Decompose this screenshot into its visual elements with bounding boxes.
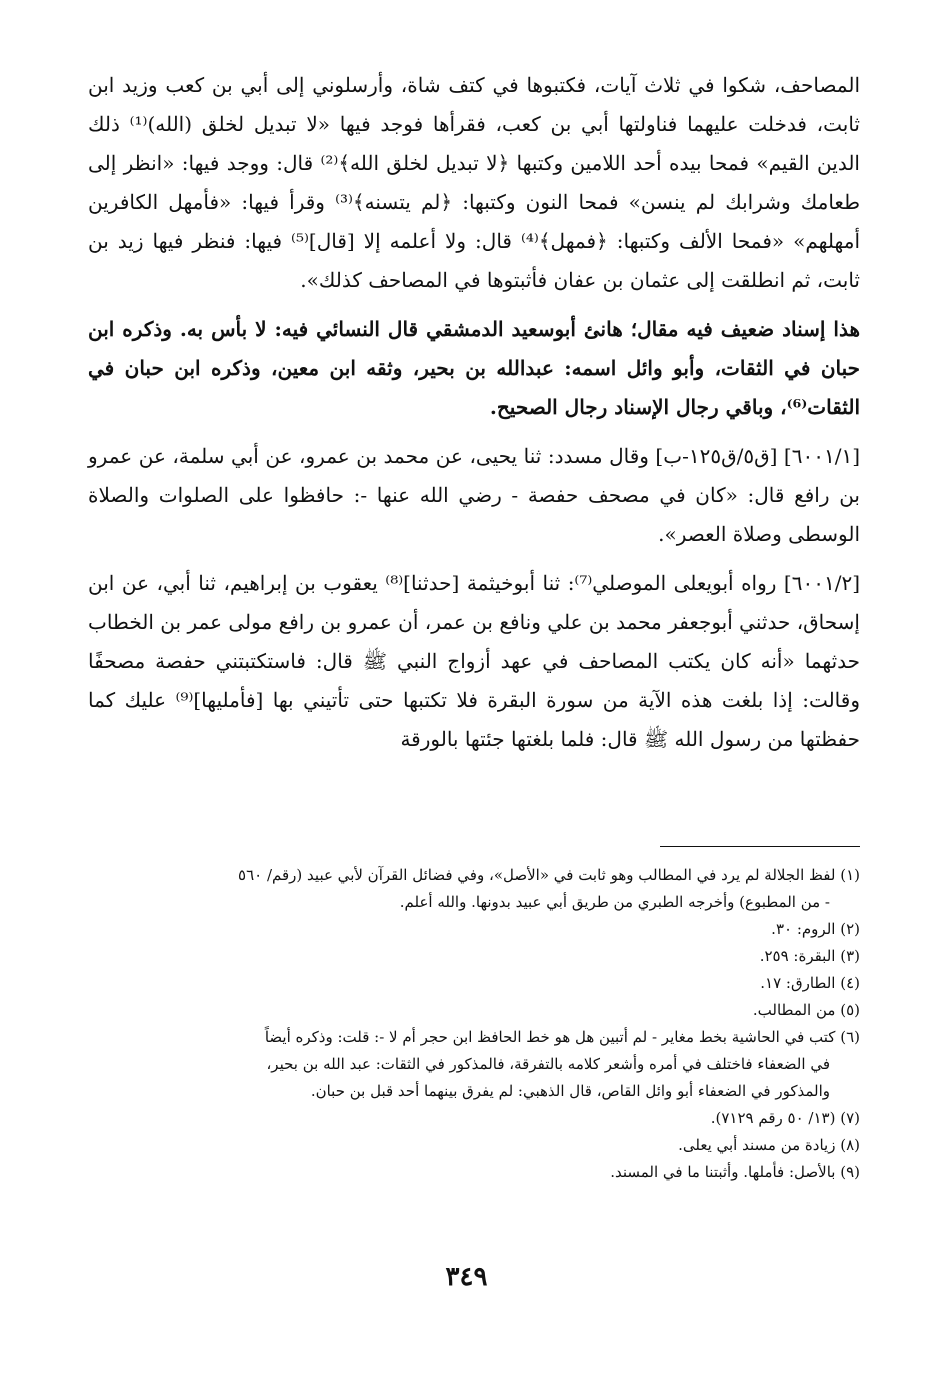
paragraph-isnad-assessment: هذا إسناد ضعيف فيه مقال؛ هانئ أبوسعيد الدمشقي قال النسائي فيه: لا بأس به. وذكره ابن حبان في الثقات، وأبو وائل اسمه: عبدالله بن بحير، وثقه ابن معين، وذكره ابن حبان في الثقات⁽⁶⁾، وباقي رجال الإسناد رجال الصحيح. <box>88 317 860 419</box>
footnote-9: (٩) بالأصل: فأملها. وأثبتنا ما في المسند. <box>610 1163 860 1181</box>
footnote-4: (٤) الطارق: ١٧. <box>760 974 860 992</box>
footnote-1: (١) لفظ الجلالة لم يرد في المطالب وهو ثابت في «الأصل»، وفي فضائل القرآن لأبي عبيد (رقم/ ٥٦٠ <box>238 866 860 884</box>
paragraph-hadith-6001-1: [٦٠٠١/١] [ق٥/ق١٢٥-ب] وقال مسدد: ثنا يحيى، عن محمد بن عمرو، عن أبي سلمة، عن عمرو بن رافع قال: «كان في مصحف حفصة - رضي الله عنها -: حافظوا على الصلوات والصلاة الوسطى وصلاة العصر». <box>88 444 860 546</box>
footnote-divider <box>660 846 860 847</box>
footnote-5: (٥) من المطالب. <box>752 1001 860 1019</box>
footnote-6-continued-b: والمذكور في الضعفاء أبو وائل القاص، قال الذهبي: لم يفرق بينهما أحد قبل بن حبان. <box>310 1082 830 1100</box>
paragraph-narration: المصاحف، شكوا في ثلاث آيات، فكتبوها في كتف شاة، وأرسلوني إلى أبي بن كعب وزيد ابن ثابت، فدخلت عليهما فناولتها أبي بن كعب، فقرأها فوجد فيها «لا تبديل لخلق (الله)⁽¹⁾ ذلك الدين القيم» فمحا بيده أحد اللامين وكتبها ﴿لا تبديل لخلق الله﴾⁽²⁾ قال: ووجد فيها: «انظر إلى طعامك وشرابك لم ينسن» فمحا النون وكتبها: ﴿لم يتسنه﴾⁽³⁾ وقرأ فيها: «فأمهل الكافرين أمهلهم» «فمحا الألف وكتبها: ﴿فمهل﴾⁽⁴⁾ قال: ولا أعلمه إلا [قال]⁽⁵⁾ فيها: فنظر فيها زيد بن ثابت، ثم انطلقت إلى عثمان بن عفان فأثبتوها في المصاحف كذلك». <box>88 73 861 292</box>
footnote-1-continued: - من المطبوع) وأخرجه الطبري من طريق أبي عبيد بدونها. والله أعلم. <box>399 893 830 911</box>
main-text <box>88 66 860 759</box>
footnote-3: (٣) البقرة: ٢٥٩. <box>759 947 860 965</box>
footnote-8: (٨) زيادة من مسند أبي يعلى. <box>678 1136 860 1154</box>
page-number: ٣٤٩ <box>445 1262 488 1292</box>
footnote-7: (٧) (١٣/ ٥٠ رقم ٧١٢٩). <box>710 1109 860 1127</box>
footnote-6-continued-a: في الضعفاء فاختلف في أمره وأشعر كلامه بالتفرقة، فالمذكور في الثقات: عبد الله بن بحير، <box>266 1055 830 1073</box>
footnote-2: (٢) الروم: ٣٠. <box>771 920 860 938</box>
footnote-6: (٦) كتب في الحاشية بخط مغاير - لم أتبين هل هو خط الحافظ ابن حجر أم لا -: قلت: وذكره أيضاً <box>264 1028 860 1046</box>
paragraph-hadith-6001-2: [٦٠٠١/٢] رواه أبويعلى الموصلي⁽⁷⁾: ثنا أبوخيثمة [حدثنا]⁽⁸⁾ يعقوب بن إبراهيم، ثنا أبي، عن ابن إسحاق، حدثني أبوجعفر محمد بن علي ونافع بن عمر، أن عمرو بن رافع مولى عمر بن الخطاب حدثهما «أنه كان يكتب المصاحف في عهد أزواج النبي ﷺ قال: فاستكتبتني حفصة مصحفًا وقالت: إذا بلغت هذه الآية من سورة البقرة فلا تكتبها حتى تأتيني بها [فأمليها]⁽⁹⁾ عليك كما حفظتها من رسول الله ﷺ قال: فلما بلغتها جئتها بالورقة <box>88 571 861 751</box>
footnotes <box>88 862 860 1186</box>
